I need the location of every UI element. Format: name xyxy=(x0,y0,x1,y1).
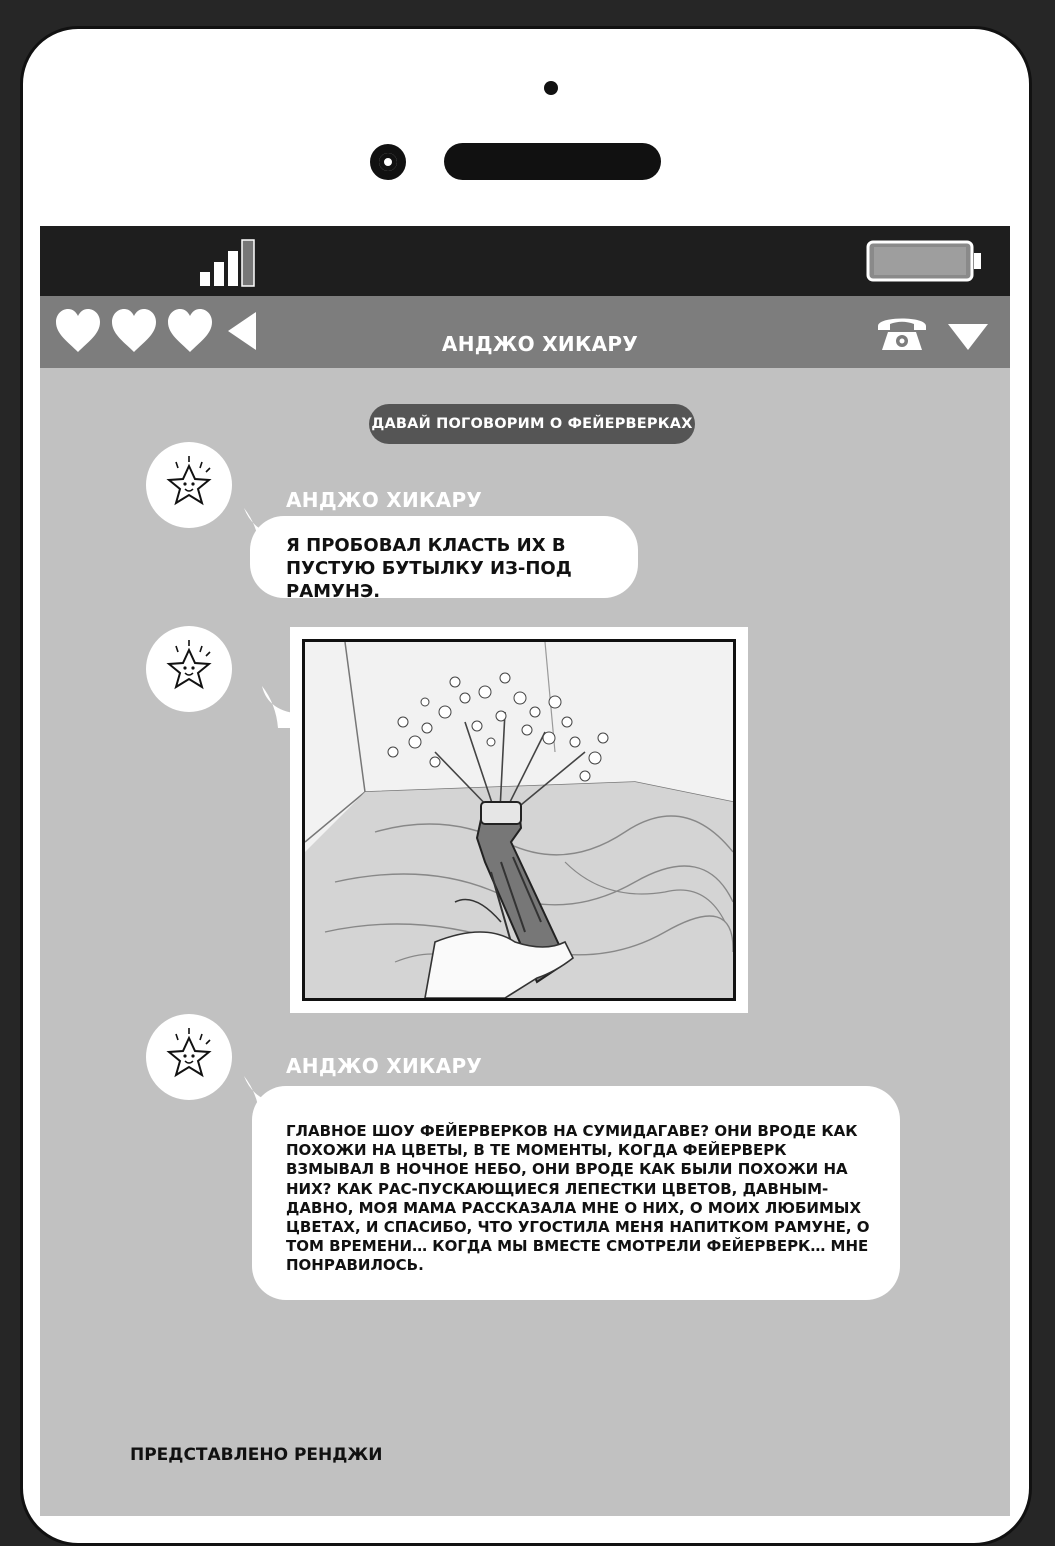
sender-name: АНДЖО ХИКАРУ xyxy=(286,488,483,512)
star-face-icon xyxy=(146,442,232,528)
front-camera-icon xyxy=(370,144,406,180)
speaker-grille xyxy=(444,143,661,180)
heart-icon[interactable] xyxy=(166,308,214,354)
avatar[interactable] xyxy=(146,1014,232,1100)
sender-name: АНДЖО ХИКАРУ xyxy=(286,1054,483,1078)
dropdown-triangle-icon[interactable] xyxy=(946,322,990,352)
avatar[interactable] xyxy=(146,626,232,712)
phone-screen xyxy=(40,226,1010,1516)
heart-icon[interactable] xyxy=(54,308,102,354)
message-bubble[interactable]: ГЛАВНОЕ ШОУ ФЕЙЕРВЕРКОВ НА СУМИДАГАВЕ? ОНИ ВРОДЕ КАК ПОХОЖИ НА ЦВЕТЫ, В ТЕ МОМЕНТЫ, КОГДА ФЕЙЕРВЕРК ВЗМЫВАЛ В НОЧНОЕ НЕБО, ОНИ ВРОДЕ КАК БЫЛИ ПОХОЖИ НА НИХ? КАК РАС-ПУСКАЮЩИЕСЯ ЛЕПЕСТКИ ЦВЕТОВ, ДАВНЫМ-ДАВНО, МОЯ МАМА РАССКАЗАЛА МНЕ О НИХ, О МОИХ ЛЮБИМЫХ ЦВЕТАХ, И СПАСИБО, ЧТО УГОСТИЛА МЕНЯ НАПИТКОМ РАМУНЕ, О ТОМ ВРЕМЕНИ… КОГДА МЫ ВМЕСТЕ СМОТРЕЛИ ФЕЙЕРВЕРК… МНЕ ПОНРАВИЛОСЬ. xyxy=(252,1086,900,1300)
credit-text: ПРЕДСТАВЛЕНО РЕНДЖИ xyxy=(130,1445,383,1465)
chat-header xyxy=(40,296,1010,368)
topic-banner: ДАВАЙ ПОГОВОРИМ О ФЕЙЕРВЕРКАХ xyxy=(369,404,695,444)
telephone-icon[interactable] xyxy=(876,312,928,352)
star-face-icon xyxy=(146,1014,232,1100)
avatar[interactable] xyxy=(146,442,232,528)
star-face-icon xyxy=(146,626,232,712)
signal-bars-icon xyxy=(200,238,260,288)
flowers-in-bottle-photo xyxy=(302,639,736,1001)
back-arrow-icon[interactable] xyxy=(224,308,262,354)
status-bar xyxy=(40,226,1010,296)
heart-icon[interactable] xyxy=(110,308,158,354)
sensor-dot xyxy=(544,81,558,95)
battery-icon xyxy=(866,240,984,282)
photo-message[interactable] xyxy=(290,627,748,1013)
chat-title: АНДЖО ХИКАРУ xyxy=(441,332,639,356)
message-bubble[interactable]: Я ПРОБОВАЛ КЛАСТЬ ИХ В ПУСТУЮ БУТЫЛКУ ИЗ-ПОД РАМУНЭ. xyxy=(250,516,638,598)
